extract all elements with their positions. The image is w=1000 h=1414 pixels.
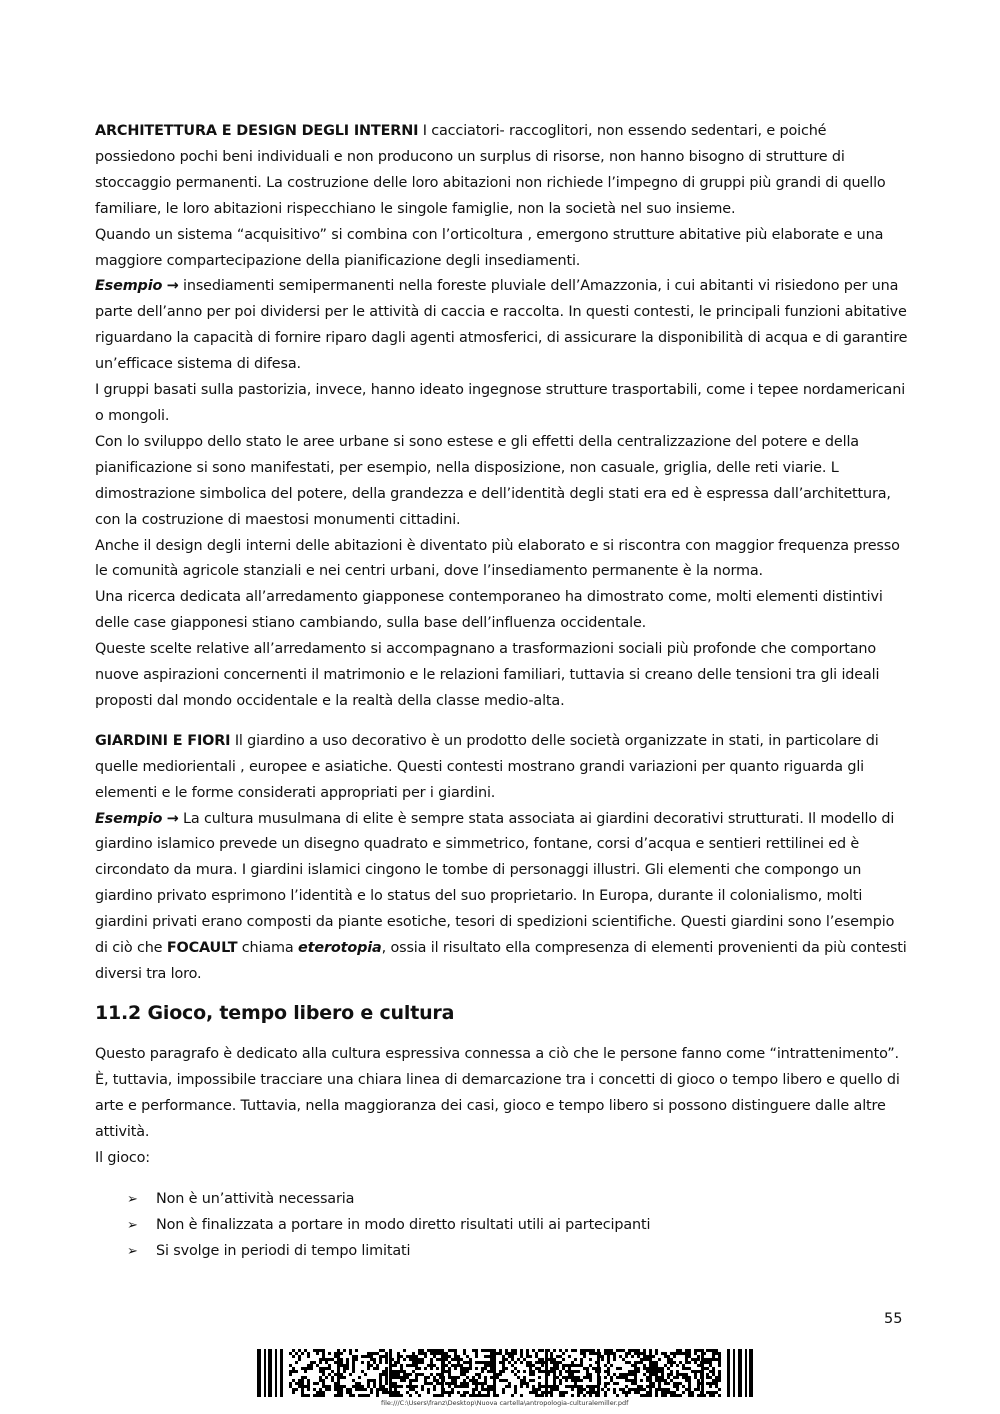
paragraph: Una ricerca dedicata all’arredamento giapponese contemporaneo ha dimostrato come, molti elementi distintivi delle case giapponesi stiano cambiando, sulla base dell’influenza occidentale. — [95, 589, 883, 632]
paragraph: Questo paragrafo è dedicato alla cultura espressiva connessa a ciò che le persone fanno come “intrattenimento”. È, tuttavia, impossibile tracciare una chiara linea di demarcazione tra i concetti di gioco o tempo libero e quello di arte e performance. Tuttavia, nella maggioranza dei casi, gioco e tempo libero si possono distinguere dalle altre attività. — [95, 1045, 900, 1140]
bullet-arrow-icon: ➢ — [127, 1192, 138, 1208]
paragraph: Anche il design degli interni delle abitazioni è diventato più elaborato e si riscontra con maggior frequenza presso le comunità agricole stanziali e nei centri urbani, dove l’insediamento permanente è la norma. — [95, 537, 900, 580]
bullet-list — [95, 1187, 910, 1265]
list-item-text: Si svolge in periodi di tempo limitati — [156, 1243, 411, 1260]
paragraph: Con lo sviluppo dello stato le aree urbane si sono estese e gli effetti della centralizzazione del potere e della pianificazione si sono manifestati, per esempio, nella disposizione, non casuale, griglia, delle reti viarie. L dimostrazione simbolica del potere, della grandezza e dell’identità degli stati era ed è espressa dall’architettura, con la costruzione di maestosi monumenti cittadini. — [95, 433, 891, 528]
example-label: Esempio — [95, 810, 163, 827]
paragraph-text: chiama — [237, 940, 299, 957]
paragraph-text: insediamenti semipermanenti nella foreste pluviale dell’Amazzonia, i cui abitanti vi risiedono per una parte dell’anno per poi dividersi per le attività di caccia e raccolta. In questi contesti, le principali funzioni abitative riguardano la capacità di fornire riparo dagli agenti atmosferici, di assicurare la disponibilità di acqua e di garantire un’efficace sistema di difesa. — [95, 278, 908, 373]
paragraph: Il gioco: — [95, 1149, 150, 1166]
list-item — [127, 1187, 910, 1213]
author-name: FOCAULT — [166, 940, 238, 957]
example-label: Esempio — [95, 278, 163, 295]
paragraph — [95, 729, 910, 807]
example-paragraph — [95, 807, 910, 988]
list-item — [127, 1213, 910, 1239]
term: eterotopia — [298, 940, 382, 957]
spacer — [95, 715, 910, 729]
paragraph-text: , ossia il risultato ella compresenza di elementi provenienti da più contesti diversi tra loro. — [95, 940, 907, 982]
example-paragraph — [95, 274, 910, 378]
list-item — [127, 1239, 910, 1265]
paragraph — [95, 119, 910, 223]
barcode-icon — [257, 1349, 753, 1397]
page-body — [95, 119, 910, 1265]
bullet-arrow-icon: ➢ — [127, 1244, 138, 1260]
bullet-arrow-icon: ➢ — [127, 1218, 138, 1234]
page-number: 55 — [884, 1311, 903, 1327]
paragraph: I gruppi basati sulla pastorizia, invece, hanno ideato ingegnose strutture trasportabili, come i tepee nordamericani o mongoli. — [95, 382, 906, 424]
section-heading: GIARDINI E FIORI — [95, 732, 231, 749]
paragraph-text: I cacciatori- raccoglitori, non essendo sedentari, e poiché possiedono pochi beni individuali e non producono un surplus di risorse, non hanno bisogno di strutture di stoccaggio permanenti. La costruzione delle loro abitazioni non richiede l’impegno di gruppi più grandi di quello familiare, le loro abitazioni rispecchiano le singole famiglie, non la società nel suo insieme. — [95, 123, 886, 217]
paragraph-text: La cultura musulmana di elite è sempre stata associata ai giardini decorativi strutturati. Il modello di giardino islamico prevede un disegno quadrato e simmetrico, fontane, corsi d’acqua e sentieri rettilinei ed è circondato da mura. I giardini islamici cingono le tombe di personaggi illustri. Gli elementi che compongo un giardino privato esprimono l’identità e lo status del suo proprietario. In Europa, durante il colonialismo, molti giardini privati erano composti da piante esotiche, tesori di spedizioni scientifiche. Questi giardini sono l’esempio di ciò che — [95, 810, 895, 957]
arrow-icon: → — [166, 278, 179, 295]
paragraph: Quando un sistema “acquisitivo” si combina con l’orticoltura , emergono strutture abitative più elaborate e una maggiore compartecipazione della pianificazione degli insediamenti. — [95, 226, 884, 269]
paragraph-text: Il giardino a uso decorativo è un prodotto delle società organizzate in stati, in particolare di quelle mediorientali , europee e asiatiche. Questi contesti mostrano grandi variazioni per quanto riguarda gli elementi e le forme considerati appropriati per i giardini. — [95, 732, 879, 801]
section-title: 11.2 Gioco, tempo libero e cultura — [95, 1001, 455, 1024]
section-heading: ARCHITETTURA E DESIGN DEGLI INTERNI — [95, 123, 419, 139]
list-item-text: Non è un’attività necessaria — [156, 1191, 355, 1208]
arrow-icon: → — [166, 810, 179, 827]
file-path-footer: file:///C:\Users\franz\Desktop\Nuova cartella\antropologia-culturalemiller.pdf — [381, 1399, 629, 1407]
paragraph: Queste scelte relative all’arredamento si accompagnano a trasformazioni sociali più profonde che comportano nuove aspirazioni concernenti il matrimonio e le relazioni familiari, tuttavia si creano delle tensioni tra gli ideali proposti dal mondo occidentale e la realtà della classe medio-alta. — [95, 641, 880, 709]
list-item-text: Non è finalizzata a portare in modo diretto risultati utili ai partecipanti — [156, 1217, 651, 1234]
